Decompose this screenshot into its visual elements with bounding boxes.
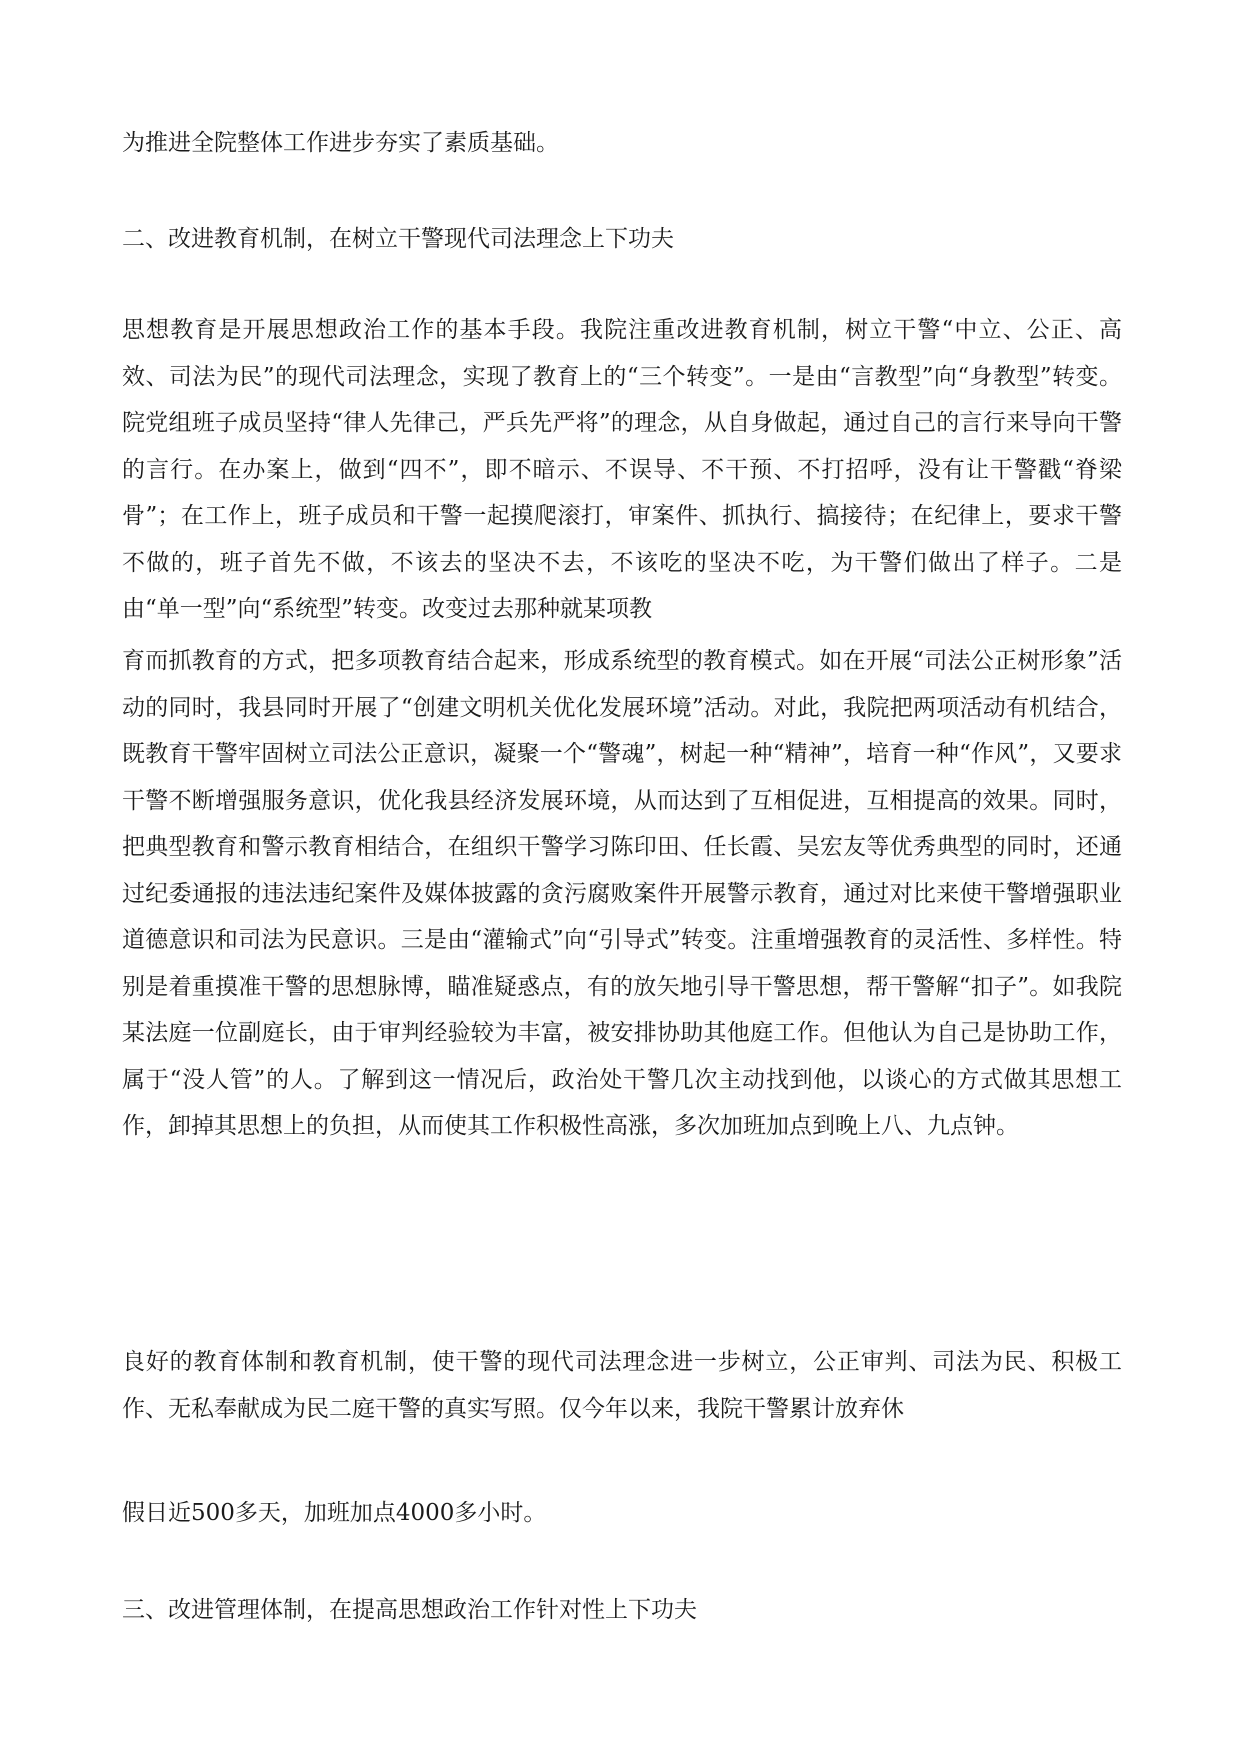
paragraph-2: 思想教育是开展思想政治工作的基本手段。我院注重改进教育机制，树立干警“中立、公正、高效、司法为民”的现代司法理念，实现了教育上的“三个转变”。一是由“言教型”向“身教型”转变。院党组班子成员坚持“律人先律己，严兵先严将”的理念，从自身做起，通过自己的言行来导向干警的言行。在办案上，做到“四不”，即不暗示、不误导、不干预、不打招呼，没有让干警戳“脊梁骨”；在工作上，班子成员和干警一起摸爬滚打，审案件、抓执行、搞接待；在纪律上，要求干警不做的，班子首先不做，不该去的坚决不去，不该吃的坚决不吃，为干警们做出了样子。二是由“单一型”向“系统型”转变。改变过去那种就某项教	[122, 317, 1122, 622]
paragraph-5: 假日近500多天，加班加点4000多小时。	[122, 1500, 547, 1526]
paragraph-1: 为推进全院整体工作进步夯实了素质基础。	[122, 130, 559, 156]
paragraph-4: 良好的教育体制和教育机制，使干警的现代司法理念进一步树立，公正审判、司法为民、积极工作、无私奉献成为民二庭干警的真实写照。仅今年以来，我院干警累计放弃休	[122, 1349, 1122, 1422]
section-heading-3: 三、改进管理体制，在提高思想政治工作针对性上下功夫	[122, 1597, 697, 1623]
section-heading-2: 二、改进教育机制，在树立干警现代司法理念上下功夫	[122, 226, 674, 252]
paragraph-3: 育而抓教育的方式，把多项教育结合起来，形成系统型的教育模式。如在开展“司法公正树形象”活动的同时，我县同时开展了“创建文明机关优化发展环境”活动。对此，我院把两项活动有机结合，既教育干警牢固树立司法公正意识，凝聚一个“警魂”，树起一种“精神”，培育一种“作风”，又要求干警不断增强服务意识，优化我县经济发展环境，从而达到了互相促进，互相提高的效果。同时，把典型教育和警示教育相结合，在组织干警学习陈印田、任长霞、吴宏友等优秀典型的同时，还通过纪委通报的违法违纪案件及媒体披露的贪污腐败案件开展警示教育，通过对比来使干警增强职业道德意识和司法为民意识。三是由“灌输式”向“引导式”转变。注重增强教育的灵活性、多样性。特别是着重摸准干警的思想脉博，瞄准疑惑点，有的放矢地引导干警思想，帮干警解“扣子”。如我院某法庭一位副庭长，由于审判经验较为丰富，被安排协助其他庭工作。但他认为自己是协助工作，属于“没人管”的人。了解到这一情况后，政治处干警几次主动找到他，以谈心的方式做其思想工作，卸掉其思想上的负担，从而使其工作积极性高涨，多次加班加点到晚上八、九点钟。	[122, 648, 1122, 1139]
